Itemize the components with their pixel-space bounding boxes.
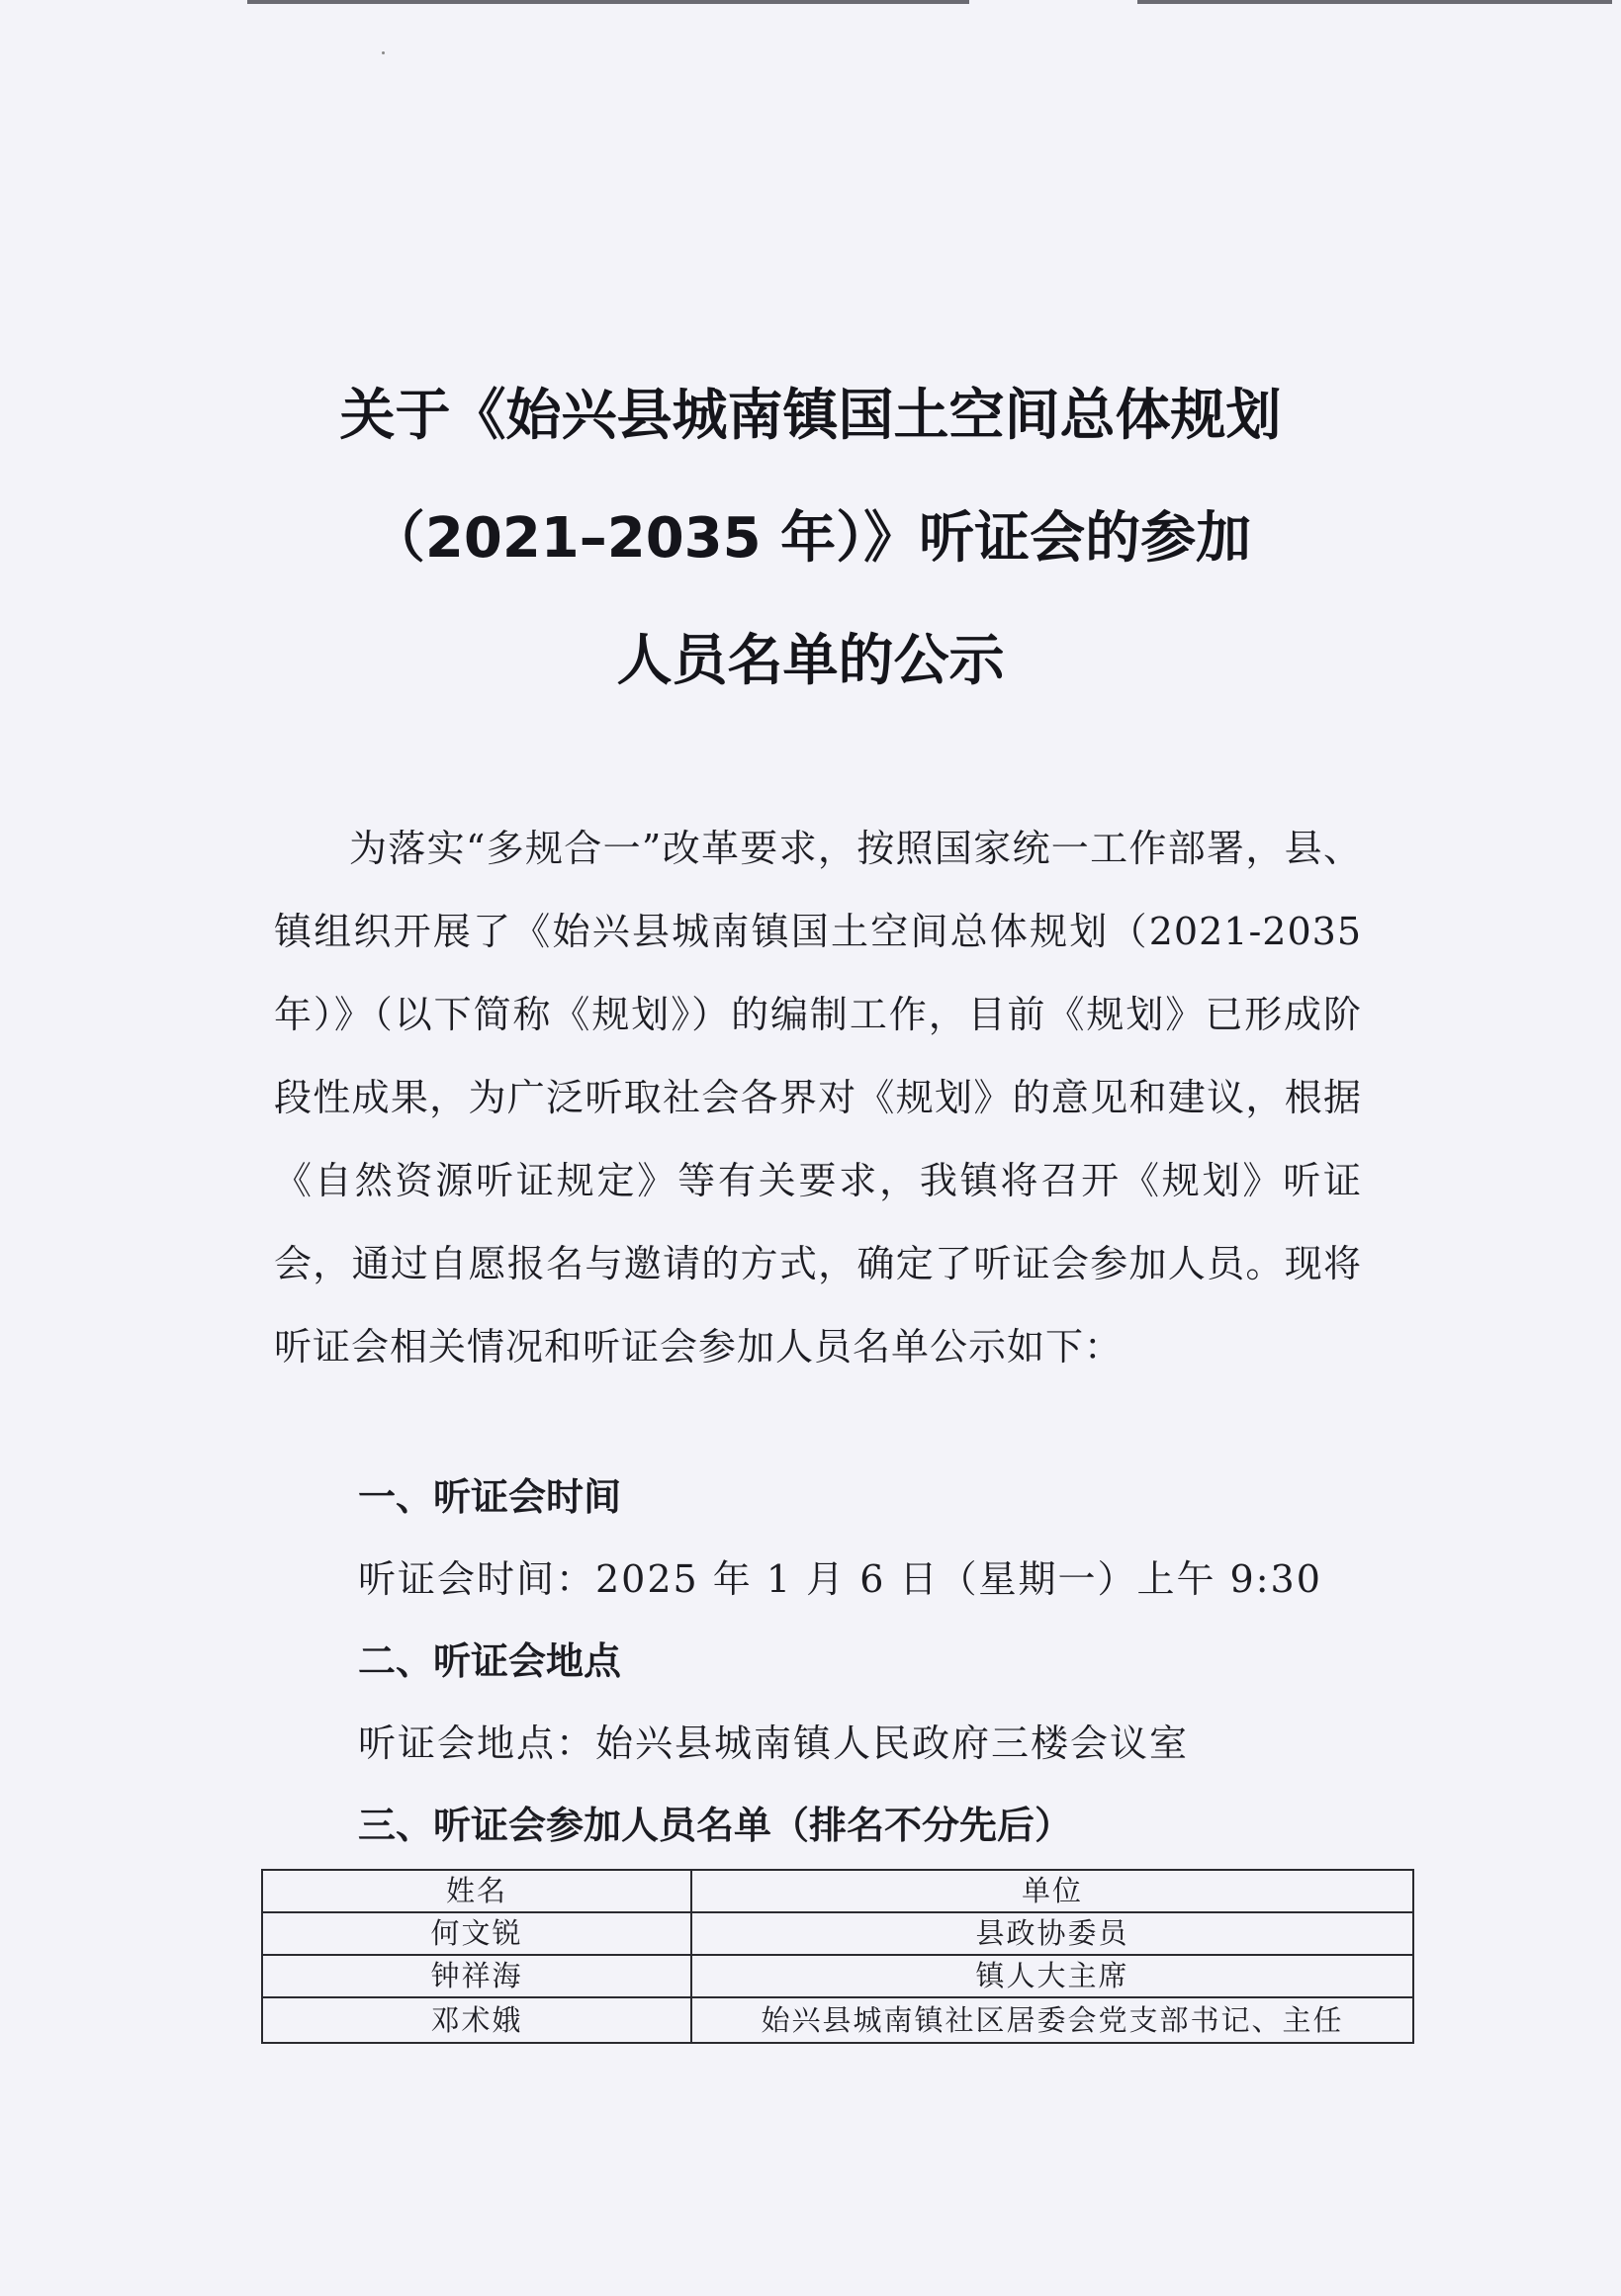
section-heading-participants: 三、听证会参加人员名单（排名不分先后）	[358, 1804, 1073, 1847]
participant-unit: 始兴县城南镇社区居委会党支部书记、主任	[691, 1997, 1413, 2043]
scan-speck	[382, 51, 385, 54]
table-row	[262, 1997, 1413, 2043]
intro-paragraph: 为落实“多规合一”改革要求，按照国家统一工作部署，县、镇组织开展了《始兴县城南镇国土空间总体规划（2021-2035 年）》（以下简称《规划》）的编制工作，目前《规划》已形成阶段性成果，为广泛听取社会各界对《规划》的意见和建议，根据《自然资源听证规定》等有关要求，我镇将召开《规划》听证会，通过自愿报名与邀请的方式，确定了听证会参加人员。现将听证会相关情况和听证会参加人员名单公示如下：	[274, 827, 1362, 1369]
title-line-3: 人员名单的公示	[616, 629, 1005, 693]
participant-table	[261, 1869, 1414, 2044]
table-row	[262, 1955, 1413, 1997]
title-line-1: 关于《始兴县城南镇国土空间总体规划	[339, 384, 1282, 448]
participant-name: 何文锐	[262, 1912, 691, 1955]
scan-edge	[1137, 0, 1612, 4]
hearing-location: 听证会地点：始兴县城南镇人民政府三楼会议室	[358, 1722, 1190, 1765]
title-line-2: （2021–2035 年）》听证会的参加	[369, 506, 1252, 571]
table-header-row	[262, 1870, 1413, 1912]
section-heading-location: 二、听证会地点	[358, 1639, 622, 1683]
hearing-time: 听证会时间：2025 年 1 月 6 日（星期一）上午 9:30	[358, 1557, 1322, 1601]
participant-unit: 镇人大主席	[691, 1955, 1413, 1997]
participant-name: 邓术娥	[262, 1997, 691, 2043]
scan-edge	[247, 0, 969, 4]
section-heading-time: 一、听证会时间	[358, 1475, 622, 1519]
column-header-name: 姓名	[262, 1870, 691, 1912]
table-row	[262, 1912, 1413, 1955]
column-header-unit: 单位	[691, 1870, 1413, 1912]
participant-name: 钟祥海	[262, 1955, 691, 1997]
participant-unit: 县政协委员	[691, 1912, 1413, 1955]
